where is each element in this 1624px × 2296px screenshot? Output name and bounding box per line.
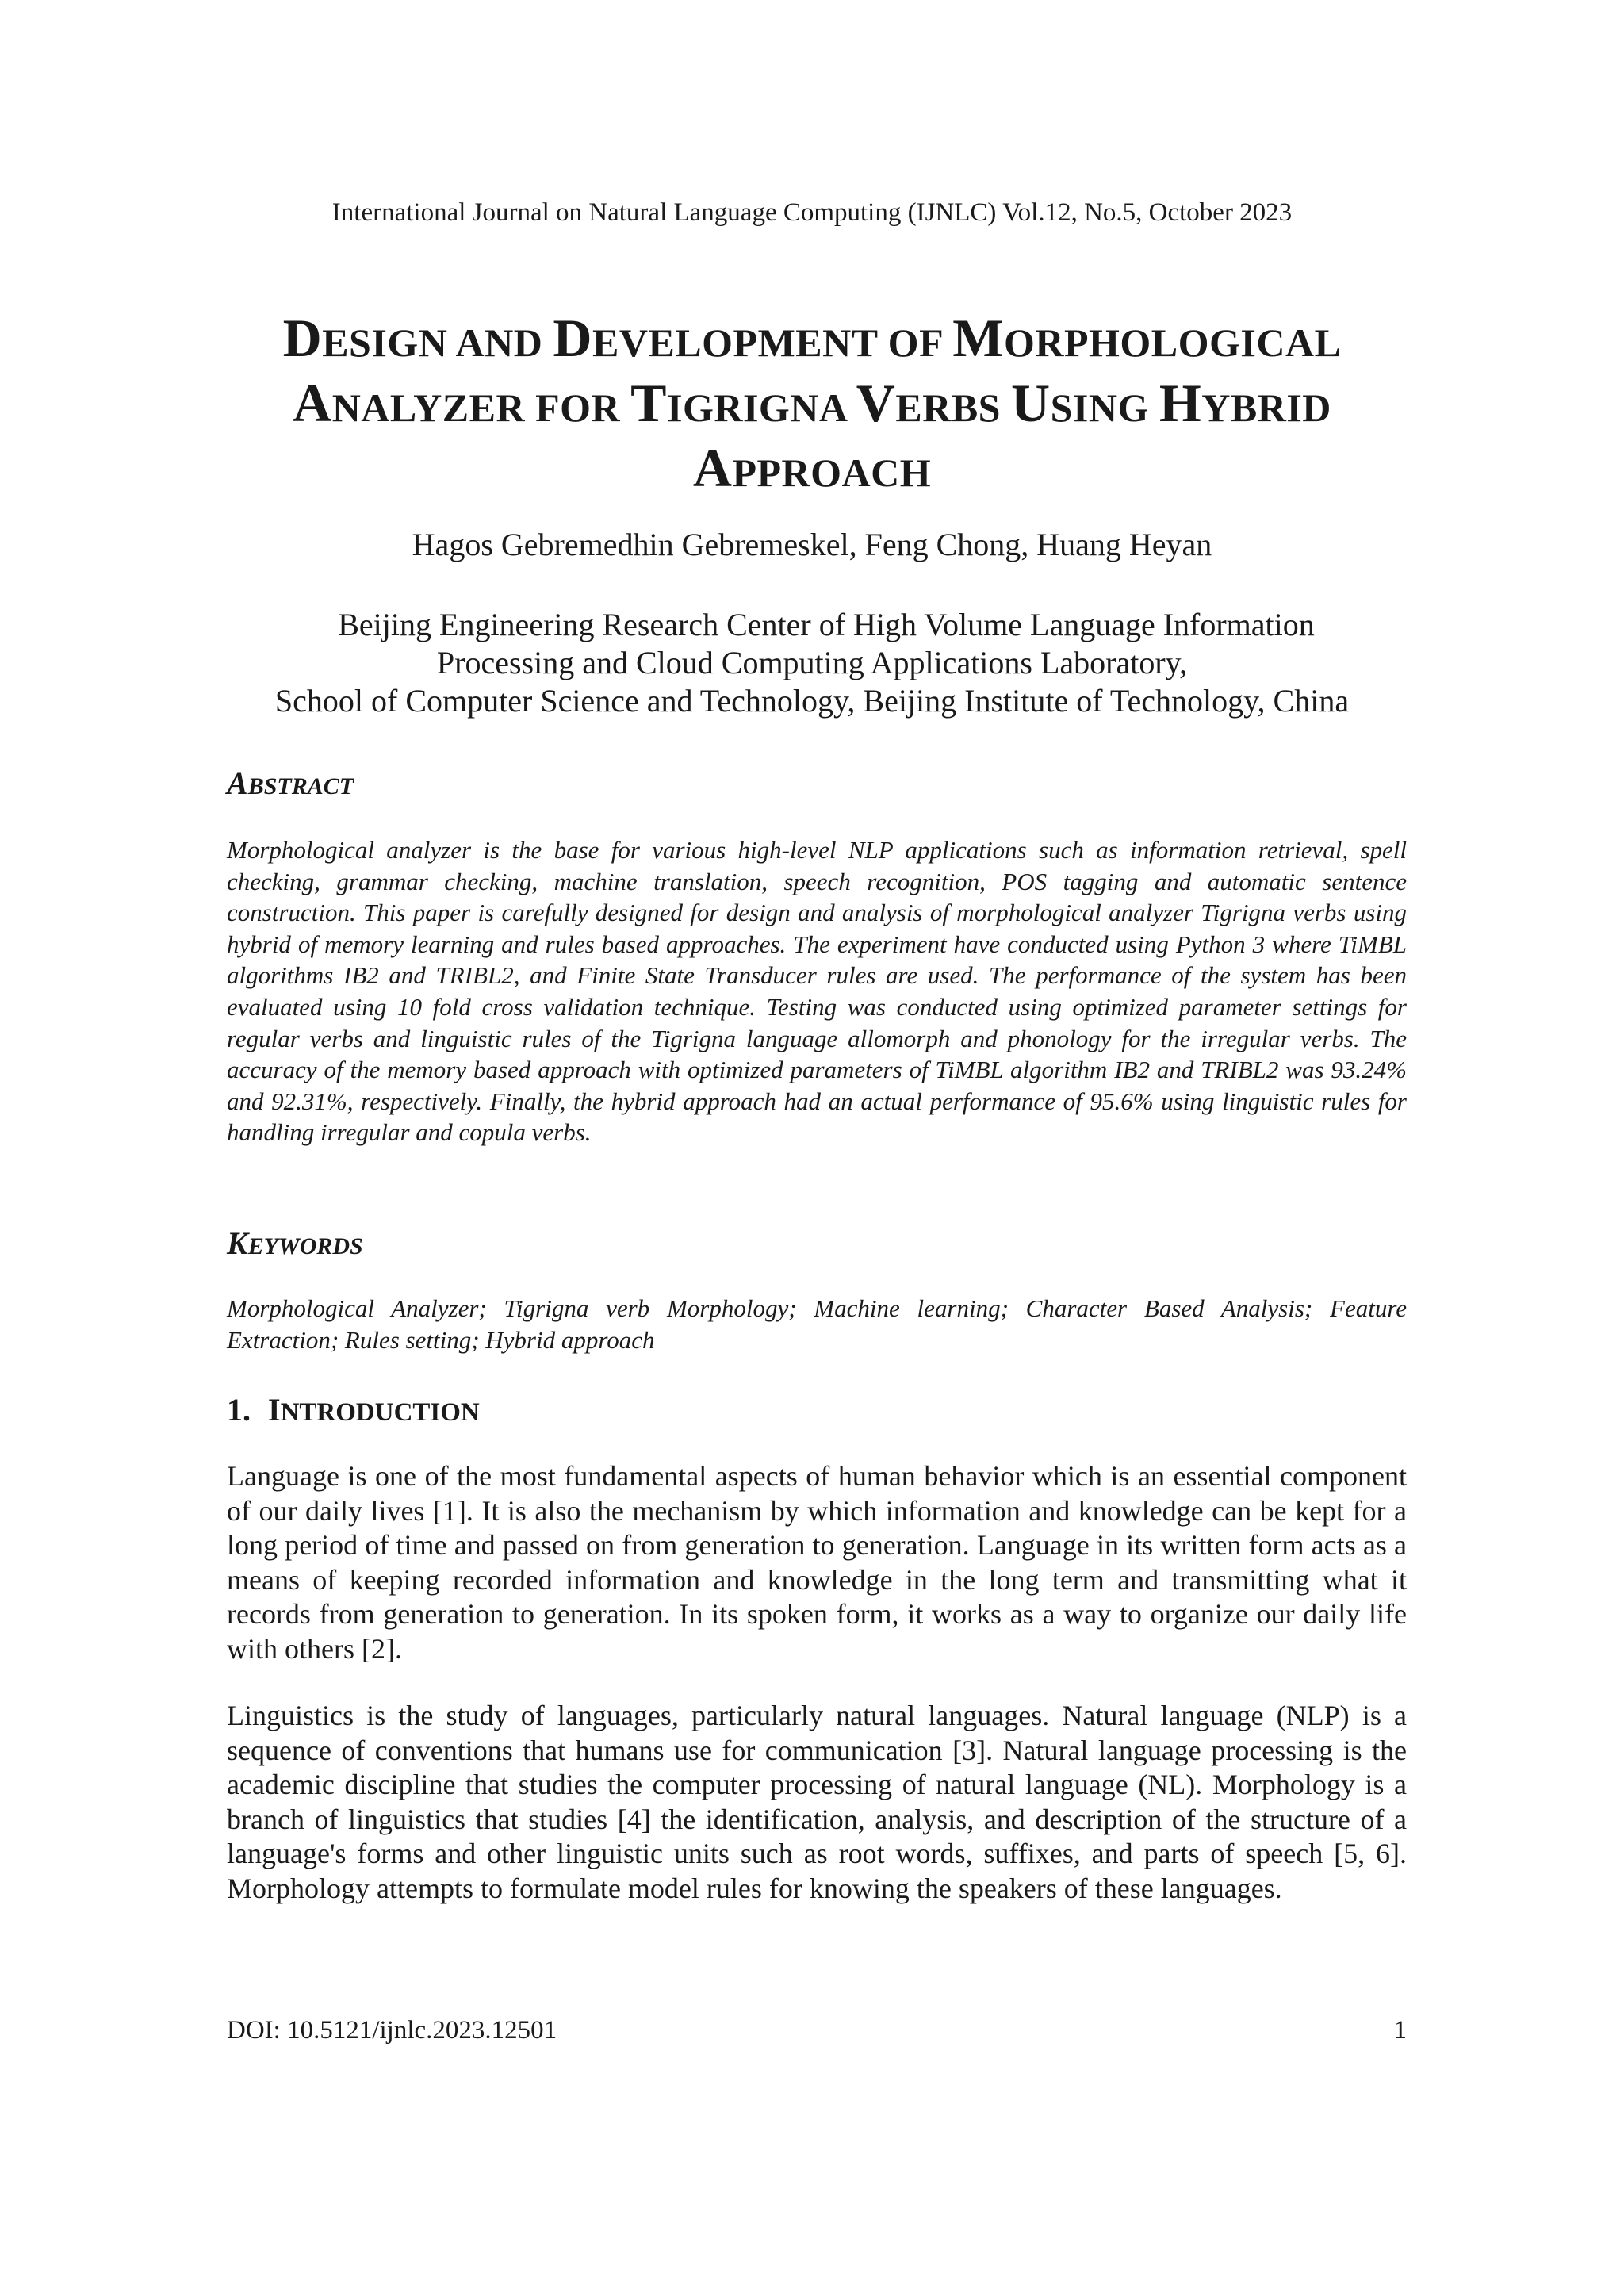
title-word-rest: NALYZER FOR <box>331 385 631 430</box>
title-word-cap: A <box>692 438 733 498</box>
abstract-heading-cap: A <box>227 765 248 801</box>
introduction-heading-cap: I <box>268 1392 281 1428</box>
affiliation-line-2: Processing and Cloud Computing Applications Laboratory, <box>436 645 1188 680</box>
keywords-text: Morphological Analyzer; Tigrigna verb Morphology; Machine learning; Character Based Analysis; Feature Extraction; Rules setting; Hybrid approach <box>227 1294 1407 1354</box>
title-word-rest: YBRID <box>1201 385 1331 430</box>
abstract-text: Morphological analyzer is the base for various high-level NLP applications such as information retrieval, spell checking, grammar checking, machine translation, speech recognition, POS tagging and automatic sentence construction. This paper is carefully designed for design and analysis of morphological analyzer Tigrigna verbs using hybrid of memory learning and rules based approaches. The experiment have conducted using Python 3 where TiMBL algorithms IB2 and TRIBL2, and Finite State Transducer rules are used. The performance of the system has been evaluated using 10 fold cross validation technique. Testing was conducted using optimized parameter settings for regular verbs and linguistic rules of the Tigrigna language allomorph and phonology for the irregular verbs. The accuracy of the memory based approach with optimized parameters of TiMBL algorithm IB2 and TRIBL2 was 93.24% and 92.31%, respectively. Finally, the hybrid approach had an actual performance of 95.6% using linguistic rules for handling irregular and copula verbs. <box>227 836 1407 1147</box>
abstract-heading-rest: BSTRACT <box>247 773 354 799</box>
keywords-heading-cap: K <box>227 1225 248 1261</box>
title-word-cap: V <box>856 373 896 433</box>
title-word-rest: ERBS <box>895 385 1011 430</box>
doi-text: DOI: 10.5121/ijnlc.2023.12501 <box>227 2016 557 2045</box>
title-word-rest: ORPHOLOGICAL <box>1003 320 1342 365</box>
title-word-rest: PPROACH <box>732 450 932 495</box>
page-footer <box>227 2013 1407 2048</box>
section-number: 1. <box>227 1392 251 1428</box>
abstract-heading <box>227 766 354 804</box>
keywords-heading <box>227 1226 363 1264</box>
title-word-cap: H <box>1159 373 1202 433</box>
title-word-rest: SING <box>1050 385 1159 430</box>
journal-header: International Journal on Natural Language Computing (IJNLC) Vol.12, No.5, October 2023 <box>331 198 1293 227</box>
title-word-cap: A <box>293 373 332 433</box>
title-word-cap: D <box>282 308 323 368</box>
keywords-heading-rest: EYWORDS <box>247 1233 363 1259</box>
affiliation-line-1: Beijing Engineering Research Center of High Volume Language Information <box>338 607 1315 642</box>
title-line-3 <box>159 438 1465 503</box>
title-word-cap: T <box>630 373 667 433</box>
page-number: 1 <box>1393 2016 1407 2045</box>
title-line-2 <box>159 373 1465 438</box>
title-line-1 <box>159 308 1465 373</box>
paper-title <box>159 308 1465 503</box>
title-word-cap: M <box>952 308 1004 368</box>
author-list: Hagos Gebremedhin Gebremeskel, Feng Chong, Huang Heyan <box>412 527 1212 562</box>
title-word-rest: EVELOPMENT OF <box>592 320 953 365</box>
affiliation-line-3: School of Computer Science and Technology, Beijing Institute of Technology, China <box>274 683 1350 719</box>
introduction-heading-rest: NTRODUCTION <box>280 1398 480 1427</box>
affiliation <box>0 606 1624 720</box>
title-word-cap: D <box>553 308 592 368</box>
title-word-cap: U <box>1010 373 1051 433</box>
title-word-rest: IGRIGNA <box>666 385 856 430</box>
introduction-paragraph-2: Linguistics is the study of languages, particularly natural languages. Natural language (NLP) is a sequence of conventions that humans use for communication [3]. Natural language processing is the academic discipline that studies the computer processing of natural language (NL). Morphology is a branch of linguistics that studies [4] the identification, analysis, and description of the structure of a language's forms and other linguistic units such as root words, suffixes, and parts of speech [5, 6]. Morphology attempts to formulate model rules for knowing the speakers of these languages. <box>227 1700 1407 1904</box>
introduction-paragraph-1: Language is one of the most fundamental aspects of human behavior which is an essential component of our daily lives [1]. It is also the mechanism by which information and knowledge can be kept for a long period of time and passed on from generation to generation. Language in its written form acts as a means of keeping recorded information and knowledge in the long term and transmitting what it records from generation to generation. In its spoken form, it works as a way to organize our daily life with others [2]. <box>227 1460 1407 1665</box>
introduction-heading <box>227 1389 480 1433</box>
title-word-rest: ESIGN AND <box>322 320 553 365</box>
